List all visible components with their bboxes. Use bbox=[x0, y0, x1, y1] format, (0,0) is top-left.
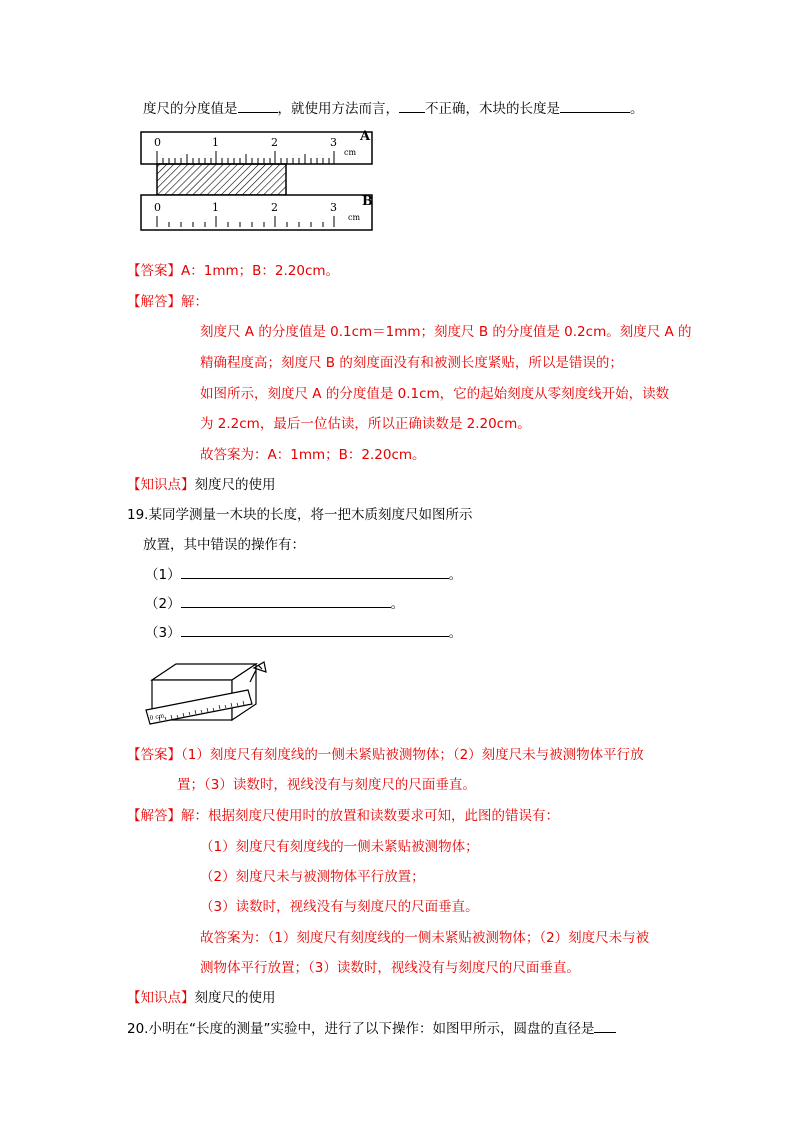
solution-tag: 【解答】 bbox=[127, 294, 181, 310]
ruler-b-num-1: 1 bbox=[212, 201, 219, 214]
q19-solution-head bbox=[127, 806, 559, 826]
blank-diameter[interactable] bbox=[594, 1018, 616, 1033]
block-ruler-figure bbox=[140, 660, 272, 734]
ruler-a-num-2: 2 bbox=[271, 136, 278, 149]
q19-answer bbox=[127, 745, 644, 765]
ruler-a-num-3: 3 bbox=[330, 136, 337, 149]
knowledge-tag: 【知识点】 bbox=[127, 990, 195, 1006]
answer-text: A：1mm；B：2.20cm。 bbox=[181, 263, 340, 279]
ruler-b-num-3: 3 bbox=[330, 201, 337, 214]
ruler-b-num-0: 0 bbox=[154, 201, 161, 214]
q20-stem bbox=[127, 1018, 616, 1039]
blank-3[interactable] bbox=[181, 622, 449, 637]
ruler-a bbox=[141, 132, 372, 164]
knowledge-text: 刻度尺的使用 bbox=[194, 477, 276, 493]
answer-line-1: （1）刻度尺有刻度线的一侧未紧贴被测物体；（2）刻度尺未与被测物体平行放 bbox=[181, 747, 644, 763]
q18-knowledge bbox=[127, 475, 276, 495]
ruler-a-label: A bbox=[360, 129, 371, 144]
q18-solution-line-2: 精确程度高；刻度尺 B 的刻度面没有和被测长度紧贴，所以是错误的； bbox=[200, 355, 623, 371]
solution-lead: 解：根据刻度尺使用时的放置和读数要求可知，此图的错误有： bbox=[181, 808, 559, 824]
blank-num-3: （3） bbox=[145, 625, 181, 641]
blank-num-1: （1） bbox=[145, 567, 181, 583]
ruler-b bbox=[141, 195, 372, 230]
q19-blank-row-3 bbox=[145, 622, 462, 643]
blank-incorrect[interactable] bbox=[399, 98, 425, 113]
q18-answer bbox=[127, 261, 339, 281]
wooden-block bbox=[157, 164, 286, 195]
ruler-figure bbox=[140, 127, 380, 235]
q19-answer-line-2: 置；（3）读数时，视线没有与刻度尺的尺面垂直。 bbox=[177, 777, 476, 793]
ruler-a-unit: cm bbox=[344, 148, 357, 157]
q18-text-d: 。 bbox=[630, 101, 644, 117]
q19-solution-line-3: （3）读数时，视线没有与刻度尺的尺面垂直。 bbox=[200, 899, 479, 915]
blank-end-3: 。 bbox=[448, 625, 463, 641]
q18-line1 bbox=[143, 98, 644, 119]
q20-stem-text: 20.小明在“长度的测量”实验中，进行了以下操作：如图甲所示，圆盘的直径是 bbox=[127, 1021, 595, 1037]
ruler-b-label: B bbox=[362, 194, 373, 209]
knowledge-text: 刻度尺的使用 bbox=[194, 990, 276, 1006]
solution-tag: 【解答】 bbox=[127, 808, 181, 824]
q19-stem-2: 放置，其中错误的操作有： bbox=[143, 537, 305, 553]
q18-text-a: 度尺的分度值是 bbox=[143, 101, 238, 117]
q18-solution-line-1: 刻度尺 A 的分度值是 0.1cm＝1mm；刻度尺 B 的分度值是 0.2cm。刻度尺 A 的 bbox=[200, 324, 692, 340]
q18-text-c: 不正确，木块的长度是 bbox=[425, 101, 560, 117]
knowledge-tag: 【知识点】 bbox=[127, 477, 195, 493]
q19-solution-line-2: （2）刻度尺未与被测物体平行放置； bbox=[200, 869, 425, 885]
q19-blank-row-1 bbox=[145, 564, 462, 585]
q19-solution-line-4: 故答案为：（1）刻度尺有刻度线的一侧未紧贴被测物体；（2）刻度尺未与被 bbox=[200, 930, 650, 946]
blank-1[interactable] bbox=[181, 564, 449, 579]
q18-solution-head bbox=[127, 292, 208, 312]
solution-lead: 解： bbox=[181, 294, 208, 310]
q19-knowledge bbox=[127, 988, 276, 1008]
ruler-b-unit: cm bbox=[348, 213, 361, 222]
q19-stem-1: 19.某同学测量一木块的长度，将一把木质刻度尺如图所示 bbox=[127, 507, 473, 523]
ruler-b-num-2: 2 bbox=[271, 201, 278, 214]
answer-tag: 【答案】 bbox=[127, 747, 181, 763]
q18-solution-line-4: 为 2.2cm，最后一位估读，所以正确读数是 2.20cm。 bbox=[200, 416, 531, 432]
q19-blank-row-2 bbox=[145, 593, 404, 614]
ruler-a-num-0: 0 bbox=[154, 136, 161, 149]
blank-end-1: 。 bbox=[448, 567, 463, 583]
q19-solution-line-1: （1）刻度尺有刻度线的一侧未紧贴被测物体； bbox=[200, 839, 479, 855]
blank-length[interactable] bbox=[560, 98, 630, 113]
ruler-a-num-1: 1 bbox=[212, 136, 219, 149]
q19-solution-line-5: 测物体平行放置；（3）读数时，视线没有与刻度尺的尺面垂直。 bbox=[200, 960, 580, 976]
tilted-ruler-label: 0 cm bbox=[149, 712, 165, 722]
q18-text-b: ，就使用方法而言， bbox=[277, 101, 399, 117]
blank-num-2: （2） bbox=[145, 596, 181, 612]
blank-end-2: 。 bbox=[390, 596, 405, 612]
q18-solution-line-5: 故答案为：A：1mm；B：2.20cm。 bbox=[200, 447, 426, 463]
blank-2[interactable] bbox=[181, 593, 391, 608]
q18-solution-line-3: 如图所示，刻度尺 A 的分度值是 0.1cm，它的起始刻度从零刻度线开始，读数 bbox=[200, 386, 670, 402]
answer-tag: 【答案】 bbox=[127, 263, 181, 279]
blank-division[interactable] bbox=[238, 98, 278, 113]
